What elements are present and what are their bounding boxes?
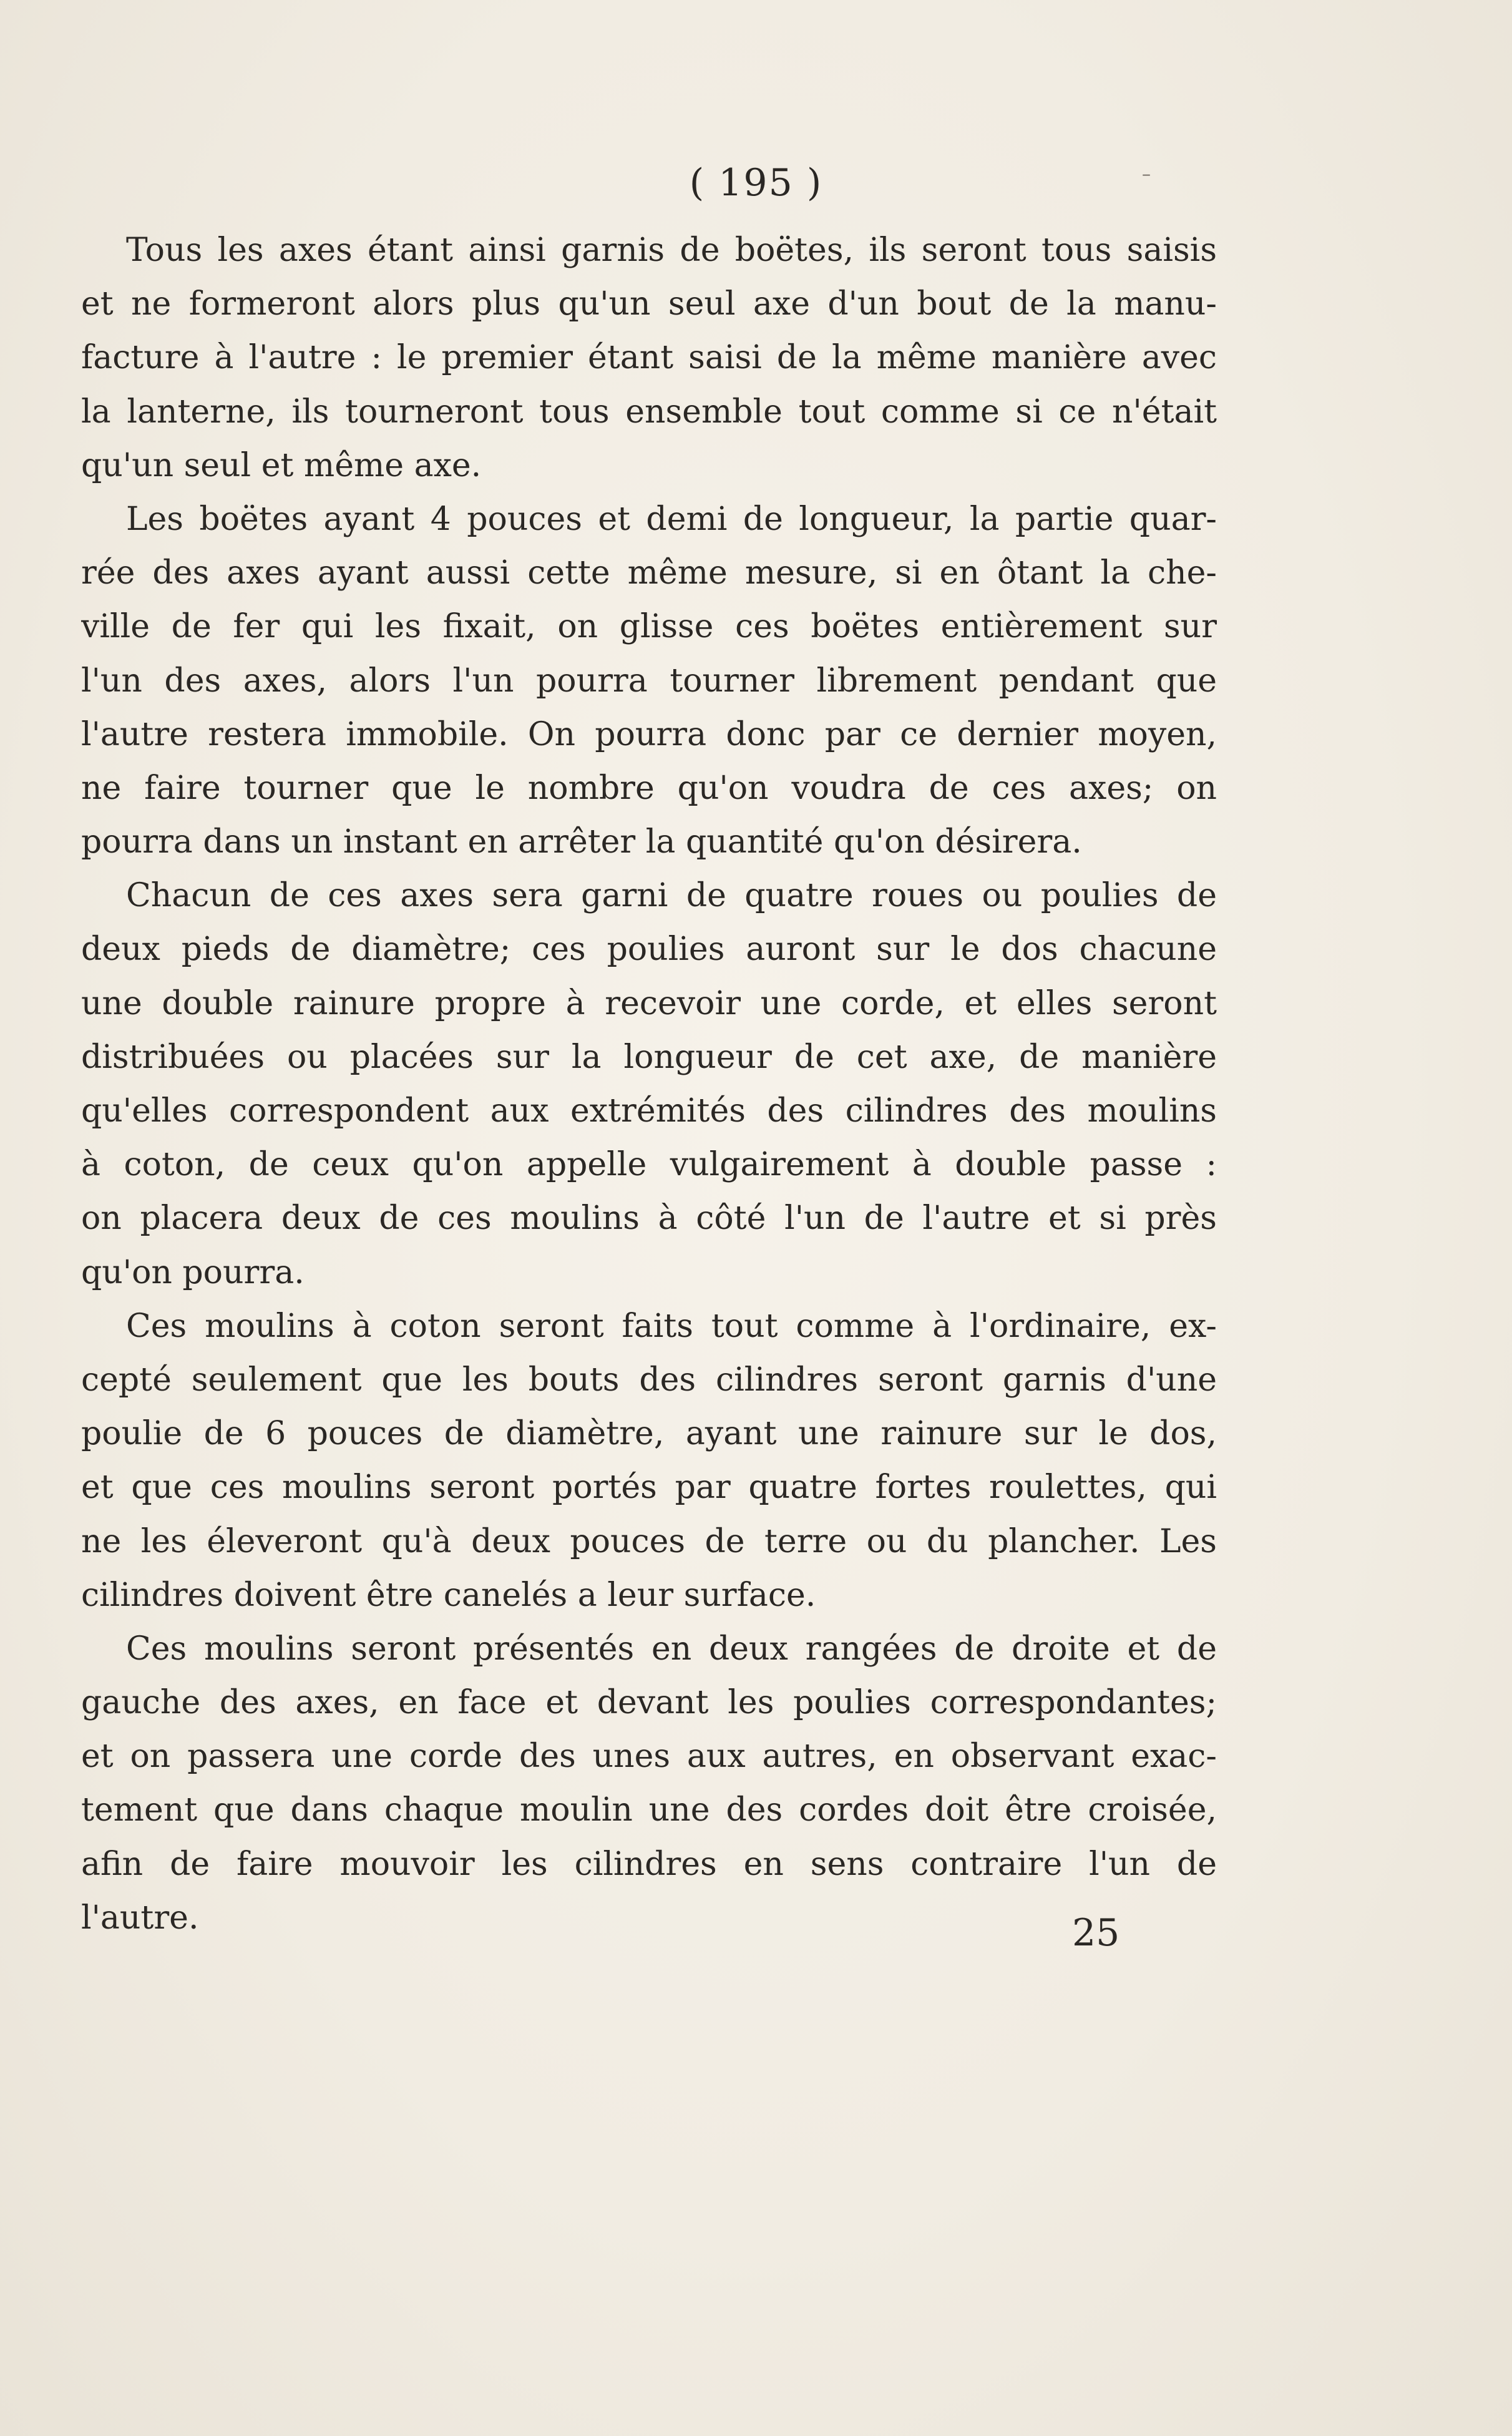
text-line: cepté seulement que les bouts des cilindres seront garnis d'une xyxy=(81,1361,1217,1399)
body-text xyxy=(81,223,1217,1945)
signature-mark: 25 xyxy=(1072,1911,1120,1955)
text-line: et que ces moulins seront portés par quatre fortes roulettes, qui xyxy=(81,1469,1217,1507)
text-line: l'autre restera immobile. On pourra donc par ce dernier moyen, xyxy=(81,715,1217,753)
text-line: distribuées ou placées sur la longueur de cet axe, de manière xyxy=(81,1038,1217,1076)
text-line: tement que dans chaque moulin une des cordes doit être croisée, xyxy=(81,1791,1217,1829)
text-line: Ces moulins à coton seront faits tout comme à l'ordinaire, ex- xyxy=(126,1307,1217,1345)
text-line: et ne formeront alors plus qu'un seul axe d'un bout de la manu- xyxy=(81,285,1217,323)
text-line: qu'elles correspondent aux extrémités des cilindres des moulins xyxy=(81,1092,1217,1130)
text-line: facture à l'autre : le premier étant saisi de la même manière avec xyxy=(81,339,1217,377)
text-line: l'autre. xyxy=(81,1899,199,1937)
text-line: ne faire tourner que le nombre qu'on voudra de ces axes; on xyxy=(81,769,1217,807)
text-line: la lanterne, ils tourneront tous ensemble tout comme si ce n'était xyxy=(81,393,1217,431)
text-line: afin de faire mouvoir les cilindres en sens contraire l'un de xyxy=(81,1845,1217,1883)
text-line: Ces moulins seront présentés en deux rangées de droite et de xyxy=(126,1630,1217,1668)
text-line: Chacun de ces axes sera garni de quatre roues ou poulies de xyxy=(126,877,1217,915)
text-line: Tous les axes étant ainsi garnis de boëtes, ils seront tous saisis xyxy=(126,232,1217,269)
text-line: à coton, de ceux qu'on appelle vulgairement à double passe : xyxy=(81,1146,1217,1184)
text-line: qu'un seul et même axe. xyxy=(81,446,482,484)
text-line: l'un des axes, alors l'un pourra tourner librement pendant que xyxy=(81,662,1217,700)
stray-mark: – xyxy=(1142,164,1151,184)
text-line: et on passera une corde des unes aux autres, en observant exac- xyxy=(81,1738,1217,1776)
text-line: Les boëtes ayant 4 pouces et demi de longueur, la partie quar- xyxy=(126,500,1217,538)
text-line: ville de fer qui les fixait, on glisse ces boëtes entièrement sur xyxy=(81,608,1217,646)
text-line: ne les éleveront qu'à deux pouces de terre ou du plancher. Les xyxy=(81,1522,1217,1560)
text-line: deux pieds de diamètre; ces poulies auront sur le dos chacune xyxy=(81,931,1217,969)
text-line: poulie de 6 pouces de diamètre, ayant une rainure sur le dos, xyxy=(81,1415,1217,1453)
text-line: on placera deux de ces moulins à côté l'un de l'autre et si près xyxy=(81,1200,1217,1238)
text-line: qu'on pourra. xyxy=(81,1253,305,1291)
text-line: rée des axes ayant aussi cette même mesure, si en ôtant la che- xyxy=(81,554,1217,592)
text-line: gauche des axes, en face et devant les poulies correspondantes; xyxy=(81,1684,1217,1722)
text-line: pourra dans un instant en arrêter la quantité qu'on désirera. xyxy=(81,823,1082,861)
text-line: cilindres doivent être canelés a leur surface. xyxy=(81,1576,816,1614)
page-number-header: ( 195 ) xyxy=(689,161,823,205)
text-line: une double rainure propre à recevoir une corde, et elles seront xyxy=(81,984,1217,1022)
